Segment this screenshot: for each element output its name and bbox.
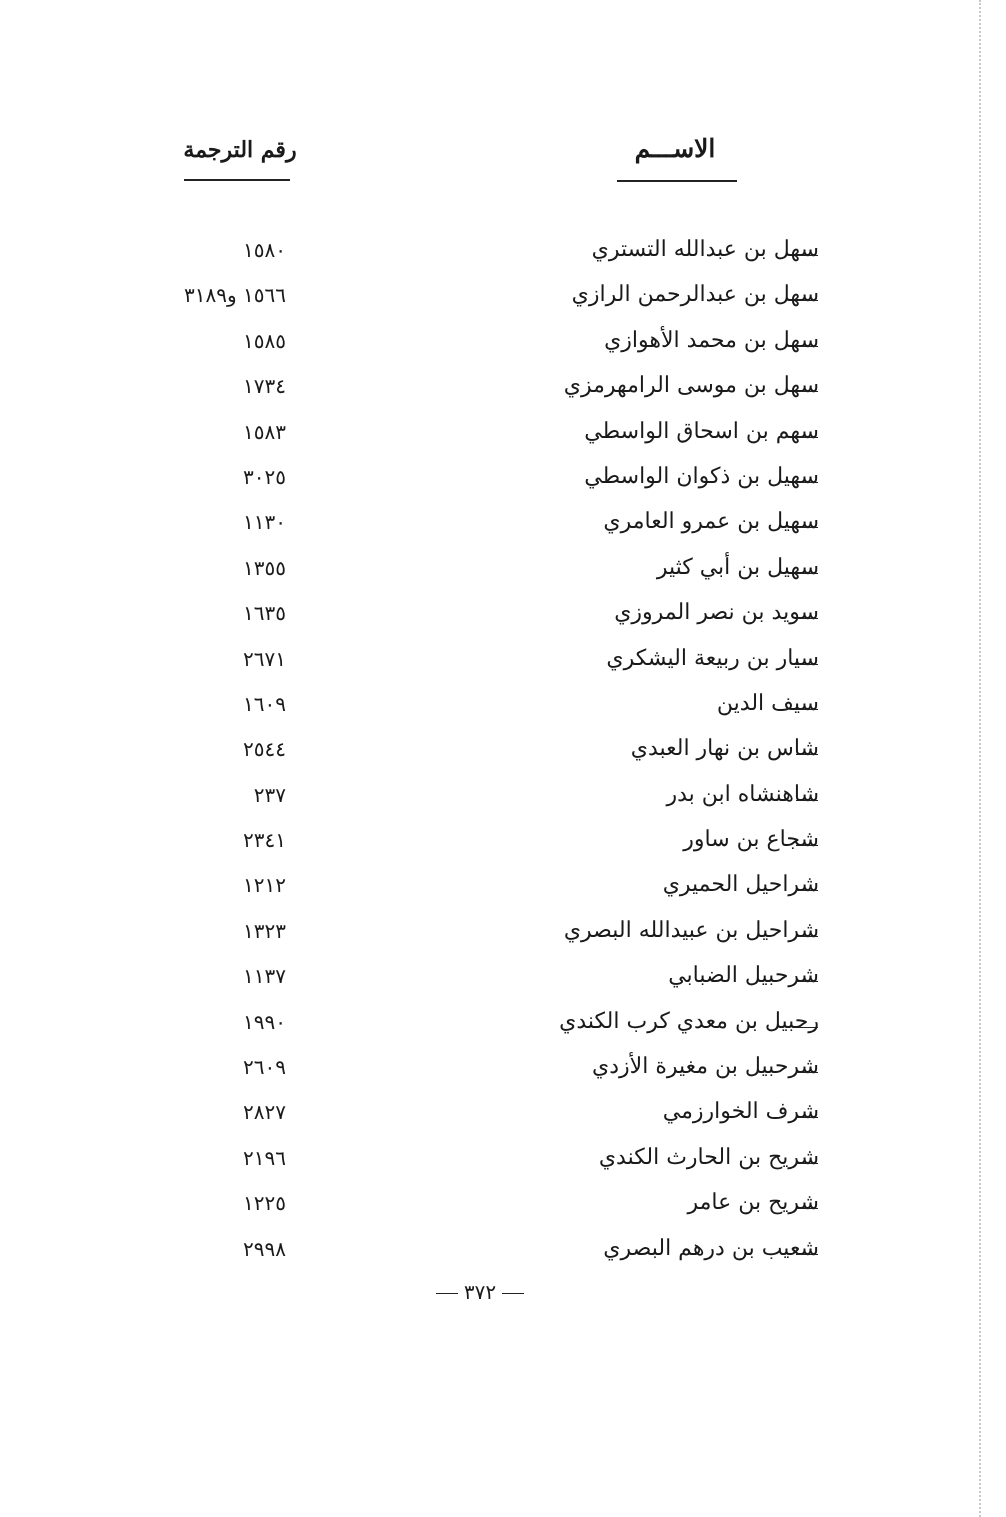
- entry-name: سهيل بن ذكوان الواسطي: [584, 463, 819, 489]
- footer-dash-left: [436, 1293, 458, 1294]
- entry-dash: [796, 1163, 818, 1164]
- entry-number: ١٥٦٦ و٣١٨٩: [184, 283, 286, 308]
- entry-name: شراحيل بن عبيدالله البصري: [563, 917, 819, 943]
- list-item: [0, 1227, 1006, 1272]
- list-item: [0, 773, 1006, 818]
- entry-number: ٢٦٠٩: [243, 1055, 286, 1080]
- entry-number: ١٢١٢: [243, 873, 286, 898]
- page-number-value: ٣٧٢: [463, 1280, 497, 1304]
- index-list: [0, 228, 1006, 1272]
- entry-dash: [796, 709, 818, 710]
- list-item: [0, 546, 1006, 591]
- list-item: [0, 228, 1006, 273]
- entry-dash: [796, 1208, 818, 1209]
- entry-number: ١٣٢٣: [243, 918, 286, 943]
- list-item: [0, 682, 1006, 727]
- entry-dash: [796, 573, 818, 574]
- name-header-underline: [617, 180, 737, 182]
- entry-number: ١٦٠٩: [243, 691, 286, 716]
- entry-number: ١١٣٠: [243, 510, 286, 535]
- entry-dash: [796, 527, 818, 528]
- list-item: [0, 637, 1006, 682]
- list-item: [0, 410, 1006, 455]
- entry-name: شرحبيل بن مغيرة الأزدي: [592, 1054, 819, 1080]
- entry-dash: [796, 936, 818, 937]
- entry-number: ١٢٢٥: [243, 1191, 286, 1216]
- list-item: [0, 1181, 1006, 1226]
- entry-number: ٣٠٢٥: [243, 464, 286, 489]
- name-column-header: الاســـم: [634, 134, 716, 163]
- entry-number: ٢٣٤١: [243, 828, 286, 853]
- entry-dash: [796, 981, 818, 982]
- list-item: [0, 954, 1006, 999]
- entry-dash: [796, 255, 818, 256]
- entry-number: ٢١٩٦: [243, 1145, 286, 1170]
- entry-name: شريح بن الحارث الكندي: [598, 1144, 819, 1170]
- entry-name: سهل بن عبدالله التستري: [591, 237, 819, 262]
- entry-number: ١٥٨٣: [243, 419, 286, 444]
- entry-number: ١١٣٧: [243, 964, 286, 989]
- entry-dash: [796, 664, 818, 665]
- list-item: [0, 1045, 1006, 1090]
- entry-dash: [796, 754, 818, 755]
- entry-dash: [796, 1027, 818, 1028]
- list-item: [0, 1000, 1006, 1045]
- number-header-underline: [184, 179, 290, 181]
- list-item: [0, 727, 1006, 772]
- entry-name: شعيب بن درهم البصري: [603, 1235, 819, 1261]
- entry-name: سهل بن عبدالرحمن الرازي: [571, 282, 819, 308]
- entry-dash: [796, 1072, 818, 1073]
- entry-number: ١٣٥٥: [243, 555, 286, 580]
- entry-name: سويد بن نصر المروزي: [614, 600, 819, 626]
- entry-name: سيف الدين: [716, 690, 819, 716]
- entry-name: سهل بن موسى الرامهرمزي: [563, 373, 819, 399]
- entry-dash: [796, 890, 818, 891]
- list-item: [0, 455, 1006, 500]
- entry-name: سهيل بن أبي كثير: [656, 554, 819, 580]
- list-item: [0, 591, 1006, 636]
- list-item: [0, 319, 1006, 364]
- entry-number: ١٥٨٠: [243, 238, 286, 262]
- entry-number: ٢٨٢٧: [243, 1100, 286, 1125]
- list-item: [0, 273, 1006, 318]
- entry-number: ١٥٨٥: [243, 328, 286, 353]
- entry-dash: [796, 845, 818, 846]
- entry-name: شجاع بن ساور: [683, 827, 819, 853]
- entry-number: ١٦٣٥: [243, 601, 286, 626]
- entry-dash: [796, 300, 818, 301]
- entry-name: شريح بن عامر: [687, 1190, 819, 1216]
- entry-name: شاهنشاه ابن بدر: [666, 781, 819, 807]
- entry-dash: [796, 437, 818, 438]
- entry-name: شرف الخوارزمي: [662, 1099, 819, 1125]
- entry-number: ٢٣٧: [253, 782, 286, 807]
- list-item: [0, 863, 1006, 908]
- footer-dash-right: [502, 1293, 524, 1294]
- entry-dash: [796, 482, 818, 483]
- entry-name: سهيل بن عمرو العامري: [603, 509, 819, 535]
- entry-name: سيار بن ربيعة اليشكري: [606, 645, 819, 671]
- entry-number: ٢٩٩٨: [243, 1236, 286, 1261]
- entry-name: سهل بن محمد الأهوازي: [604, 327, 819, 353]
- entry-dash: [796, 800, 818, 801]
- entry-dash: [796, 346, 818, 347]
- entry-number: ١٧٣٤: [243, 374, 286, 399]
- list-item: [0, 909, 1006, 954]
- entry-dash: [796, 618, 818, 619]
- entry-dash: [796, 1117, 818, 1118]
- entry-number: ٢٦٧١: [243, 646, 286, 671]
- entry-name: شراحيل الحميري: [662, 872, 819, 898]
- number-column-header: رقم الترجمة: [183, 137, 297, 163]
- entry-name: سهم بن اسحاق الواسطي: [584, 418, 819, 444]
- entry-name: شرحبيل الضبابي: [668, 963, 819, 989]
- page-number: [400, 1280, 560, 1304]
- entry-name: شاس بن نهار العبدي: [630, 736, 819, 762]
- list-item: [0, 1090, 1006, 1135]
- entry-number: ٢٥٤٤: [243, 737, 286, 762]
- entry-dash: [796, 391, 818, 392]
- entry-dash: [796, 1254, 818, 1255]
- list-item: [0, 818, 1006, 863]
- list-item: [0, 500, 1006, 545]
- list-item: [0, 1136, 1006, 1181]
- entry-number: ١٩٩٠: [243, 1009, 286, 1034]
- entry-name: رحبيل بن معدي كرب الكندي: [559, 1008, 819, 1034]
- list-item: [0, 364, 1006, 409]
